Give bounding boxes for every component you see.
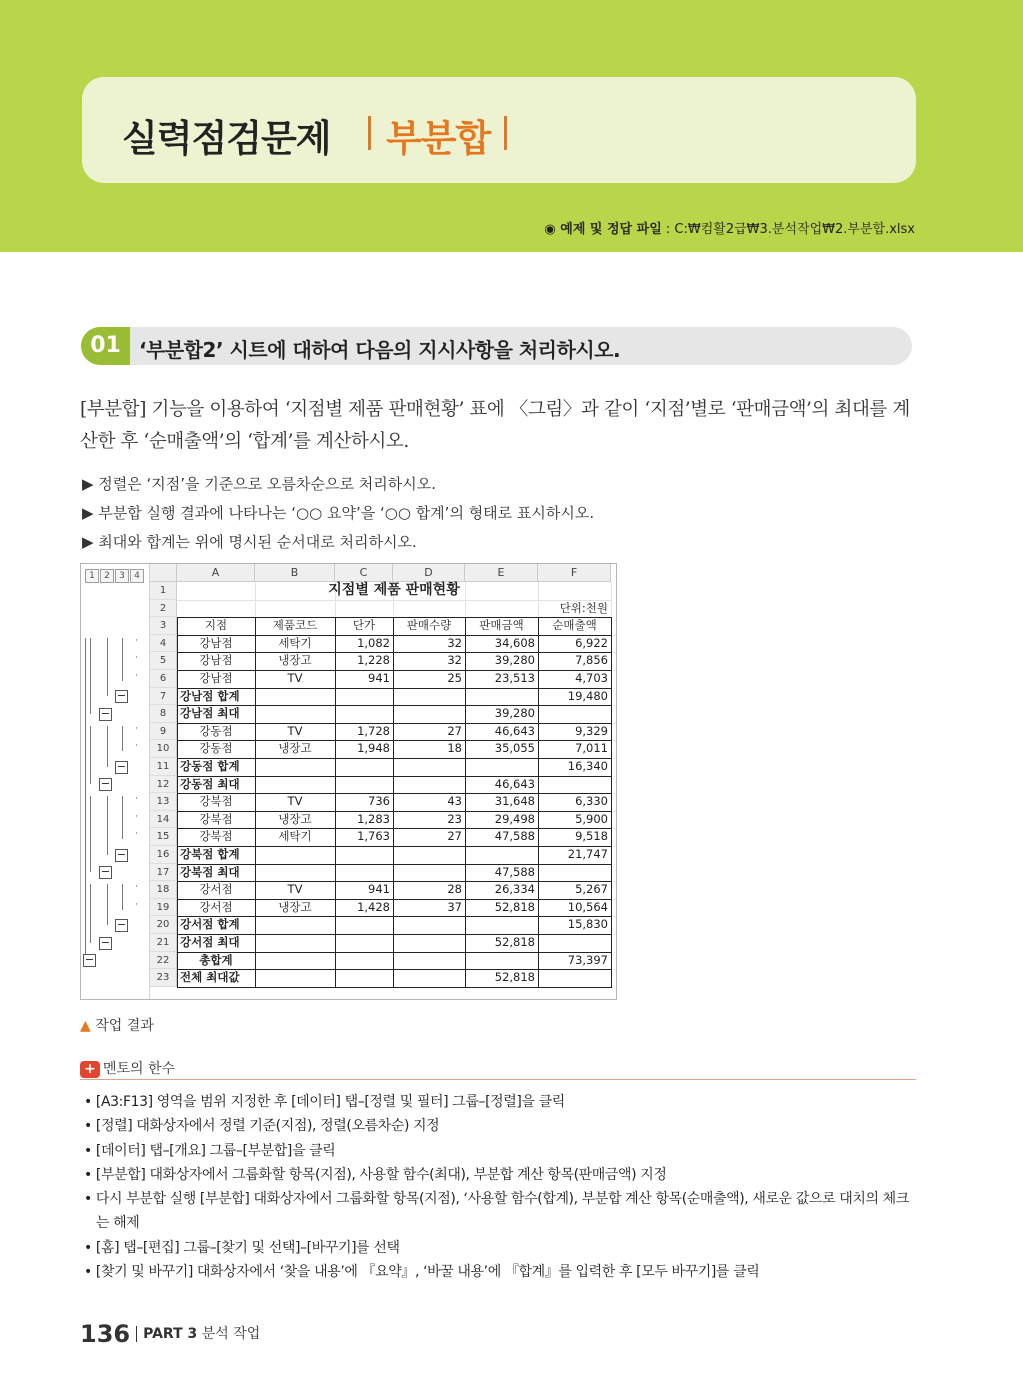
table-border [177, 881, 612, 882]
table-cell: 1,948 [357, 741, 390, 756]
outline-level-button[interactable]: 4 [130, 569, 144, 583]
row-header[interactable]: 8 [150, 705, 177, 723]
table-cell: 세탁기 [278, 829, 312, 844]
question-paragraph: [부분합] 기능을 이용하여 ‘지점별 제품 판매현황’ 표에 〈그림〉과 같이 ‘지점’별로 ‘판매금액’의 최대를 계산한 후 ‘순매출액’의 ‘합계’를 계산하시오. [80, 399, 910, 452]
table-cell: TV [287, 882, 303, 897]
file-path: : C:₩컴활2급₩3.분석작업₩2.부분합.xlsx [665, 222, 915, 237]
row-header[interactable]: 7 [150, 688, 177, 706]
collapse-button[interactable]: − [100, 865, 111, 879]
row-header[interactable]: 4 [150, 635, 177, 653]
outline-level-button[interactable]: 3 [115, 569, 129, 583]
row-label: 강남점 합계 [180, 688, 240, 703]
row-header[interactable]: 17 [150, 864, 177, 882]
triangle-icon: ▲ [80, 1018, 91, 1034]
row-header[interactable]: 13 [150, 793, 177, 811]
row-header[interactable]: 5 [150, 652, 177, 670]
row-header[interactable]: 18 [150, 881, 177, 899]
table-cell: 세탁기 [278, 635, 312, 650]
table-header: 단가 [352, 618, 376, 633]
collapse-button[interactable]: − [116, 847, 127, 861]
row-header[interactable]: 22 [150, 952, 177, 970]
instruction-item: ▶ 부분합 실행 결과에 나타나는 ‘○○ 요약’을 ‘○○ 합계’의 형태로 표시하시오. [82, 504, 595, 522]
table-cell: 10,564 [567, 899, 608, 914]
row-header[interactable]: 11 [150, 758, 177, 776]
row-label: 강북점 [199, 811, 233, 826]
table-border [177, 899, 612, 900]
table-cell: 29,498 [494, 811, 535, 826]
table-border [177, 617, 178, 987]
table-cell: 9,518 [575, 829, 608, 844]
table-cell: 26,334 [494, 882, 535, 897]
tip-item: • 다시 부분합 실행 [부분합] 대화상자에서 그룹화할 항목(지점), ‘사용할 함수(합계), 부분합 계산 항목(순매출액), 새로운 값으로 대치의 체크는 해제 [84, 1191, 909, 1232]
outline-bracket [107, 638, 108, 697]
row-label: 강서점 [199, 899, 233, 914]
table-border [393, 617, 394, 987]
table-cell: 39,280 [494, 706, 535, 721]
row-label: 강북점 합계 [180, 847, 240, 861]
table-cell: 4,703 [575, 671, 608, 685]
tips-divider [80, 1079, 916, 1080]
row-header[interactable]: 23 [150, 969, 177, 987]
collapse-button[interactable]: − [116, 689, 127, 703]
outline-dot: · [135, 741, 138, 752]
table-cell: 5,267 [575, 882, 608, 897]
table-cell: TV [287, 723, 303, 738]
outline-bracket [90, 796, 91, 872]
page-number: 136 [80, 1320, 131, 1348]
table-cell: 15,830 [567, 917, 608, 932]
table-cell: 23 [447, 811, 462, 826]
tips-heading: + 멘토의 한수 [80, 1058, 175, 1078]
table-cell: 52,818 [494, 899, 535, 914]
row-label: 강남점 [199, 635, 233, 650]
table-border [177, 652, 612, 653]
table-border [465, 617, 466, 987]
table-cell: 28 [447, 882, 462, 897]
table-cell: 52,818 [494, 970, 535, 985]
row-header[interactable]: 2 [150, 600, 177, 618]
outline-level-button[interactable]: 1 [85, 569, 99, 583]
table-cell: 25 [447, 671, 462, 685]
outline-bracket [90, 884, 91, 943]
table-cell: 냉장고 [278, 811, 312, 826]
table-border [177, 952, 612, 953]
outline-bracket [122, 796, 123, 839]
table-cell: 39,280 [494, 653, 535, 668]
row-header[interactable]: 9 [150, 723, 177, 741]
table-cell: 21,747 [567, 847, 608, 861]
table-border [255, 617, 256, 987]
row-label: 강서점 최대 [180, 935, 240, 949]
outline-dot: · [135, 811, 138, 822]
table-border [177, 705, 612, 706]
table-border [177, 793, 612, 794]
outline-dot: · [135, 899, 138, 910]
collapse-button[interactable]: − [116, 918, 127, 932]
row-header[interactable]: 10 [150, 740, 177, 758]
row-label: 전체 최대값 [180, 970, 240, 985]
outline-bracket [107, 884, 108, 925]
tip-item: • [A3:F13] 영역을 범위 지정한 후 [데이터] 탭–[정렬 및 필터] 그룹–[정렬]을 클릭 [84, 1094, 565, 1110]
table-border [177, 828, 612, 829]
footer-separator [136, 1326, 137, 1342]
figure-caption: ▲ 작업 결과 [80, 1018, 154, 1034]
outline-dot: · [135, 882, 138, 893]
tip-item: • [데이터] 탭–[개요] 그룹–[부분합]을 클릭 [84, 1142, 336, 1159]
table-cell: 37 [447, 899, 462, 914]
table-border [177, 723, 612, 724]
table-border [177, 688, 612, 689]
file-label: ◉ 예제 및 정답 파일 [544, 222, 662, 237]
table-cell: 6,330 [575, 794, 608, 809]
table-border [177, 670, 612, 671]
table-cell: 1,728 [357, 723, 390, 738]
row-header[interactable]: 14 [150, 811, 177, 829]
tip-item: • [찾기 및 바꾸기] 대화상자에서 ‘찾을 내용’에 『요약』, ‘바꿀 내용’에 『합계』를 입력한 후 [모두 바꾸기]를 클릭 [84, 1264, 760, 1281]
outline-dot: · [135, 653, 138, 664]
outline-bracket [122, 884, 123, 910]
table-cell: 47,588 [494, 829, 535, 844]
page-title: 실력점검문제 [122, 117, 331, 160]
row-header[interactable]: 12 [150, 776, 177, 794]
question-number: 01 [81, 327, 130, 365]
table-cell: 1,228 [357, 653, 390, 668]
footer-part: PART 3 [143, 1326, 198, 1342]
row-label: 강동점 [199, 723, 233, 738]
row-label: 총합계 [199, 952, 233, 967]
column-header-c[interactable]: C [335, 564, 393, 582]
table-cell: 냉장고 [278, 899, 312, 914]
row-header[interactable]: 15 [150, 828, 177, 846]
table-cell: 35,055 [494, 741, 535, 756]
table-border [177, 987, 612, 988]
table-border [177, 740, 612, 741]
title-separator [504, 116, 507, 150]
title-separator [368, 116, 371, 150]
table-cell: 73,397 [567, 952, 608, 967]
table-border [177, 864, 612, 865]
outline-panel [81, 564, 150, 999]
row-label: 강동점 [199, 741, 233, 756]
outline-bracket [90, 726, 91, 785]
row-label: 강서점 합계 [180, 917, 240, 932]
row-label: 강북점 최대 [180, 864, 240, 879]
plus-icon: + [80, 1061, 100, 1078]
table-border [538, 617, 539, 987]
page-footer [80, 1320, 260, 1348]
tip-item: • [홈] 탭–[편집] 그룹–[찾기 및 선택]–[바꾸기]를 선택 [84, 1239, 400, 1256]
table-cell: 46,643 [494, 776, 535, 791]
outline-bracket [107, 726, 108, 767]
row-label: 강동점 최대 [180, 776, 240, 791]
collapse-button[interactable]: − [100, 777, 111, 791]
table-cell: 34,608 [494, 635, 535, 650]
tip-item: • [정렬] 대화상자에서 정렬 기준(지점), 정렬(오름차순) 지정 [84, 1118, 440, 1135]
table-cell: 47,588 [494, 864, 535, 879]
outline-bracket [122, 726, 123, 752]
row-header[interactable]: 16 [150, 846, 177, 864]
table-cell: 941 [368, 671, 390, 685]
table-border [177, 635, 612, 636]
row-label: 강북점 [199, 829, 233, 844]
question-title: ‘부분합2’ 시트에 대하여 다음의 지시사항을 처리하시오. [139, 338, 621, 362]
table-cell: 43 [447, 794, 462, 809]
collapse-button[interactable]: − [116, 759, 127, 773]
row-header[interactable]: 3 [150, 617, 177, 635]
table-header: 판매수량 [406, 618, 452, 633]
outline-level-button[interactable]: 2 [100, 569, 114, 583]
table-border [177, 617, 612, 618]
table-cell: 32 [447, 635, 462, 650]
table-cell: 31,648 [494, 794, 535, 809]
table-header: 제품코드 [272, 618, 318, 633]
row-label: 강남점 [199, 653, 233, 668]
row-header[interactable]: 19 [150, 899, 177, 917]
table-border [177, 811, 612, 812]
row-label: 강서점 [199, 882, 233, 897]
table-header: 순매출액 [552, 618, 597, 633]
table-cell: 32 [447, 653, 462, 668]
table-cell: 941 [368, 882, 390, 897]
table-cell: 1,763 [357, 829, 390, 844]
row-label: 강동점 합계 [180, 759, 240, 773]
outline-bracket [122, 638, 123, 681]
instruction-item: ▶ 최대와 합계는 위에 명시된 순서대로 처리하시오. [82, 533, 417, 551]
table-cell: 18 [447, 741, 462, 756]
outline-dot: · [135, 829, 138, 840]
column-header-e[interactable]: E [465, 564, 538, 582]
column-header-a[interactable]: A [177, 564, 255, 582]
table-cell: 7,011 [575, 741, 608, 756]
outline-dot: · [135, 671, 138, 681]
column-header-f[interactable]: F [538, 564, 611, 582]
row-header[interactable]: 21 [150, 934, 177, 952]
table-cell: 46,643 [494, 723, 535, 738]
column-header-b[interactable]: B [255, 564, 335, 582]
row-header[interactable]: 20 [150, 916, 177, 934]
table-border [177, 969, 612, 970]
outline-bracket [90, 638, 91, 714]
table-border [335, 617, 336, 987]
table-border [177, 916, 612, 917]
select-all-corner[interactable] [150, 564, 177, 582]
table-cell: 9,329 [575, 723, 608, 738]
instruction-item: ▶ 정렬은 ‘지점’을 기준으로 오름차순으로 처리하시오. [82, 475, 436, 493]
table-border [177, 846, 612, 847]
outline-dot: · [135, 794, 138, 805]
footer-section: 분석 작업 [201, 1326, 261, 1342]
row-header[interactable]: 6 [150, 670, 177, 688]
tips-list [84, 1090, 920, 1284]
row-label: 강남점 최대 [180, 706, 240, 721]
table-cell: 16,340 [567, 759, 608, 773]
outline-dot: · [135, 723, 138, 734]
spreadsheet-screenshot [80, 563, 617, 1000]
row-label: 강북점 [199, 794, 233, 809]
outline-bracket [85, 638, 86, 961]
table-border [177, 758, 612, 759]
outline-bracket [107, 796, 108, 855]
sheet-title: 지점별 제품 판매현황 [328, 582, 460, 598]
example-file-line [544, 218, 915, 237]
table-cell: TV [287, 671, 303, 685]
table-cell: 7,856 [575, 653, 608, 668]
collapse-button[interactable]: − [100, 935, 111, 949]
row-label: 강남점 [199, 671, 233, 685]
table-border [177, 934, 612, 935]
table-cell: 6,922 [575, 635, 608, 650]
table-cell: 1,283 [357, 811, 390, 826]
table-cell: 냉장고 [278, 741, 312, 756]
tip-item: • [부분합] 대화상자에서 그룹화할 항목(지점), 사용할 함수(최대), 부분합 계산 항목(판매금액) 지정 [84, 1166, 667, 1183]
table-cell: 냉장고 [278, 653, 312, 668]
instruction-list [82, 470, 594, 557]
collapse-button[interactable]: − [84, 953, 95, 967]
table-cell: 736 [368, 794, 390, 809]
row-header[interactable]: 1 [150, 582, 177, 600]
outline-dot: · [135, 635, 138, 646]
column-header-d[interactable]: D [393, 564, 465, 582]
table-header: 지점 [204, 618, 228, 633]
table-cell: 27 [447, 723, 462, 738]
table-header: 판매금액 [479, 618, 524, 633]
unit-label: 단위:천원 [559, 600, 608, 615]
table-cell: 19,480 [567, 688, 608, 703]
page-subtitle: 부분합 [386, 117, 491, 160]
table-border [611, 617, 612, 987]
table-cell: 52,818 [494, 935, 535, 949]
collapse-button[interactable]: − [100, 707, 111, 720]
table-cell: 27 [447, 829, 462, 844]
table-cell: 5,900 [575, 811, 608, 826]
table-cell: TV [287, 794, 303, 809]
table-border [177, 776, 612, 777]
table-cell: 1,082 [357, 635, 390, 650]
table-cell: 23,513 [494, 671, 535, 685]
table-cell: 1,428 [357, 899, 390, 914]
